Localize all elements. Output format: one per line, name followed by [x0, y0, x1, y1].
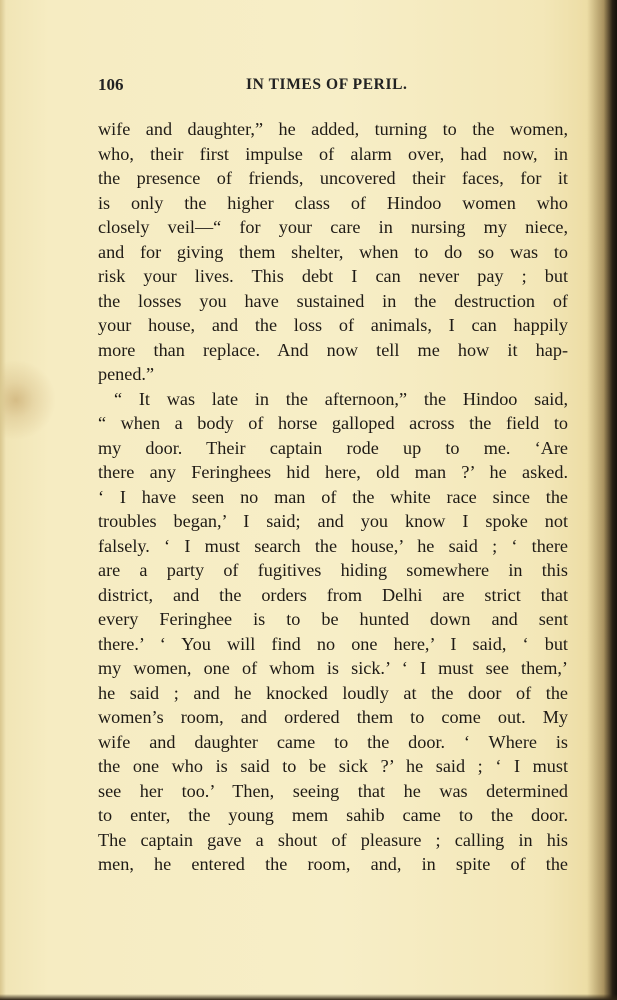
- page-spine-shadow: [587, 0, 617, 1000]
- text-line: my door. Their captain rode up to me. ‘Are: [98, 437, 568, 458]
- text-line: the one who is said to be sick ?’ he said ; ‘ I must: [98, 756, 568, 776]
- body-text: [98, 117, 568, 877]
- text-line: there.’ ‘ You will find no one here,’ I said, ‘ but: [98, 633, 568, 654]
- text-line: are a party of fugitives hiding somewhere in this: [98, 560, 568, 580]
- text-line: he said ; and he knocked loudly at the door of the: [98, 682, 568, 703]
- text-line: ‘ I have seen no man of the white race since the: [98, 486, 568, 507]
- text-line: district, and the orders from Delhi are strict that: [98, 584, 568, 605]
- text-line: falsely. ‘ I must search the house,’ he said ; ‘ there: [98, 535, 568, 556]
- page-bottom-edge: [0, 994, 617, 1000]
- text-line: the losses you have sustained in the destruction of: [98, 290, 568, 311]
- text-line: women’s room, and ordered them to come out. My: [98, 707, 568, 727]
- text-line: men, he entered the room, and, in spite of the: [98, 854, 568, 874]
- text-line: there any Feringhees hid here, old man ?’ he asked.: [98, 462, 568, 482]
- text-line: and for giving them shelter, when to do so was to: [98, 241, 568, 262]
- text-line: wife and daughter came to the door. ‘ Where is: [98, 731, 568, 752]
- text-line: pened.”: [98, 364, 155, 384]
- text-line: to enter, the young mem sahib came to the door.: [98, 805, 568, 825]
- text-line: every Feringhee is to be hunted down and sent: [98, 609, 568, 629]
- text-line: your house, and the loss of animals, I can happily: [98, 315, 568, 335]
- page-left-edge: [0, 0, 6, 1000]
- text-line: who, their first impulse of alarm over, had now, in: [98, 143, 568, 164]
- text-line: “ when a body of horse galloped across the field to: [98, 413, 568, 433]
- text-line: closely veil—“ for your care in nursing my niece,: [98, 217, 568, 237]
- text-line: The captain gave a shout of pleasure ; calling in his: [98, 829, 568, 850]
- text-line: wife and daughter,” he added, turning to the women,: [98, 119, 568, 139]
- text-line: is only the higher class of Hindoo women who: [98, 192, 568, 213]
- text-line: risk your lives. This debt I can never pay ; but: [98, 266, 568, 286]
- page-header: [98, 75, 568, 99]
- text-line: troubles began,’ I said; and you know I spoke not: [98, 511, 568, 531]
- text-line: see her too.’ Then, seeing that he was determined: [98, 780, 568, 801]
- text-line: my women, one of whom is sick.’ ‘ I must see them,’: [98, 658, 568, 678]
- text-line: more than replace. And now tell me how it hap-: [98, 339, 568, 360]
- running-title: IN TIMES OF PERIL.: [246, 76, 408, 93]
- text-line: “ It was late in the afternoon,” the Hindoo said,: [114, 388, 568, 409]
- page-number: 106: [98, 75, 124, 94]
- text-line: the presence of friends, uncovered their faces, for it: [98, 168, 568, 188]
